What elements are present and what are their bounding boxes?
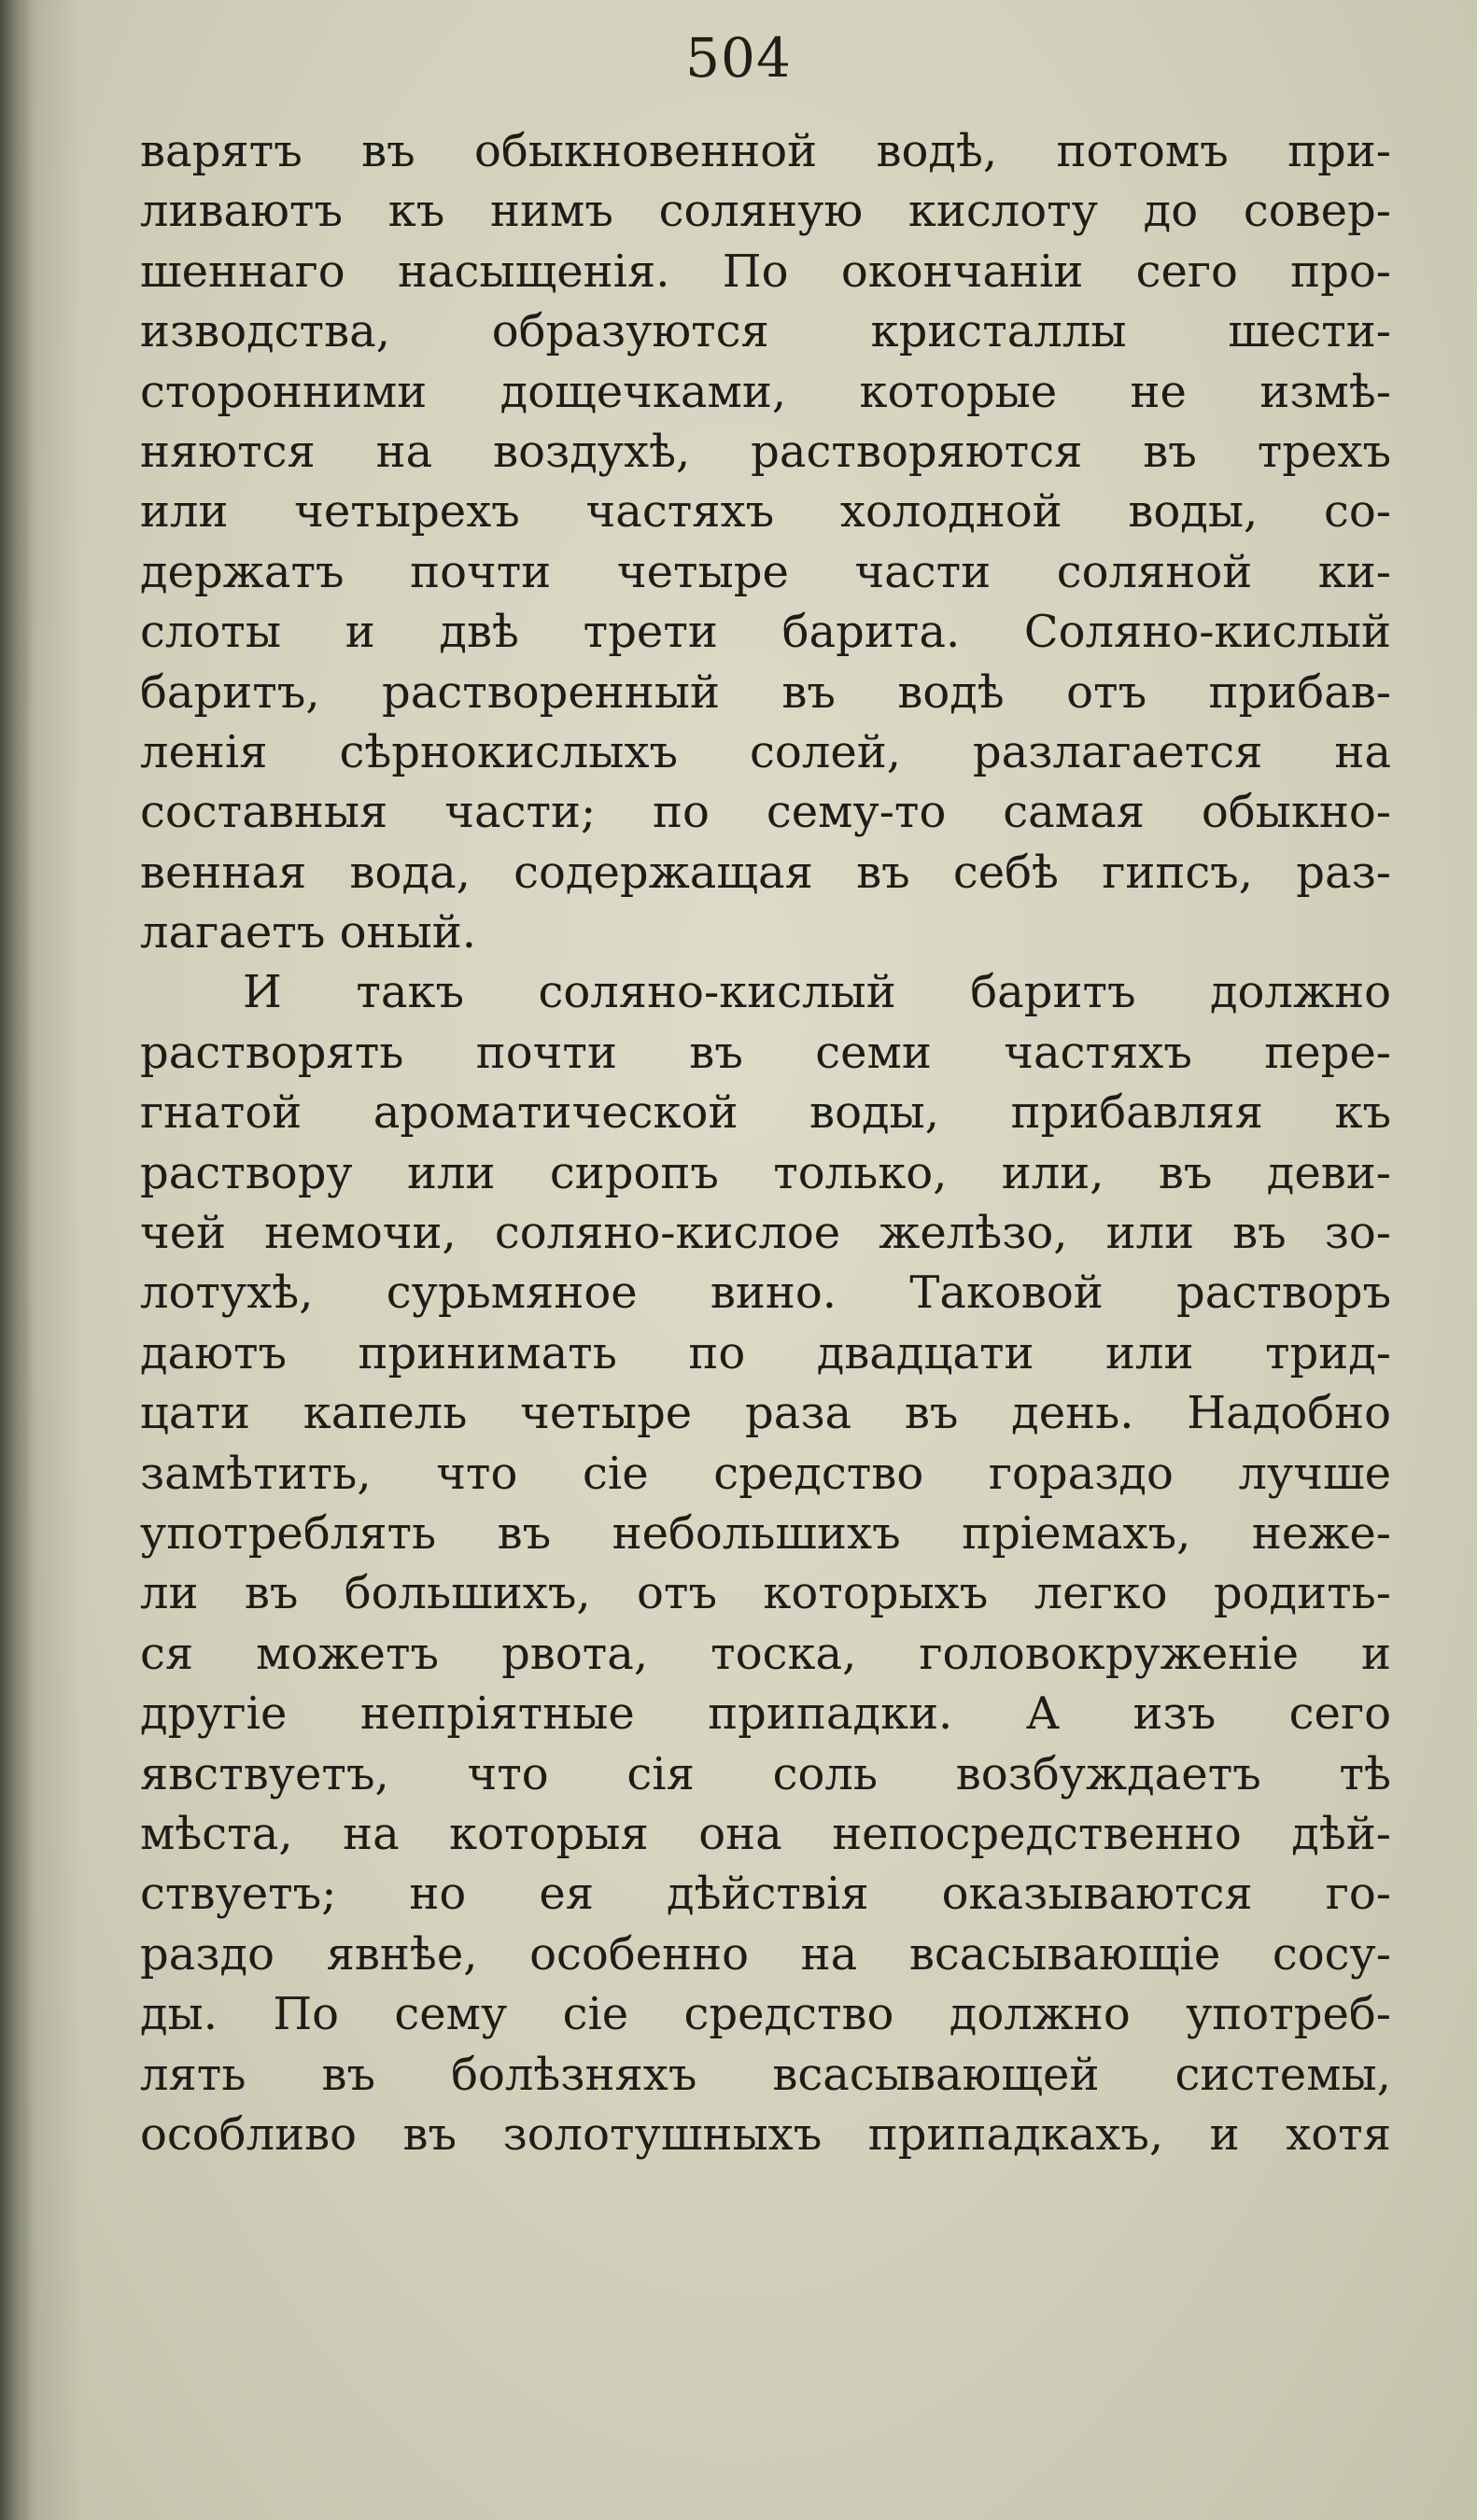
page-number: 504: [685, 26, 792, 90]
text-line: баритъ, растворенный въ водѣ отъ прибав-: [140, 665, 1391, 719]
text-line: няются на воздухѣ, растворяются въ трехъ: [140, 425, 1391, 478]
text-line: ли въ большихъ, отъ которыхъ легко родить-: [140, 1567, 1391, 1620]
text-line: ливаютъ къ нимъ соляную кислоту до совер-: [140, 185, 1391, 238]
text-line: другіе непріятные припадки. А изъ сего: [140, 1687, 1391, 1741]
text-line: ды. По сему сіе средство должно употреб-: [140, 1988, 1391, 2041]
text-line: венная вода, содержащая въ себѣ гипсъ, раз-: [140, 846, 1391, 899]
text-line: раздо явнѣе, особенно на всасывающіе сосу-: [140, 1927, 1391, 1981]
text-line: слоты и двѣ трети барита. Соляно-кислый: [140, 606, 1391, 659]
text-line: явствуетъ, что сія соль возбуждаетъ тѣ: [140, 1747, 1391, 1800]
text-line: особливо въ золотушныхъ припадкахъ, и хотя: [140, 2107, 1391, 2161]
text-line: варятъ въ обыкновенной водѣ, потомъ при-: [140, 125, 1391, 177]
text-line: шеннаго насыщенія. По окончаніи сего про-: [140, 245, 1391, 298]
text-line: раствору или сиропъ только, или, въ деви-: [140, 1146, 1391, 1199]
text-line: цати капель четыре раза въ день. Надобно: [140, 1387, 1391, 1440]
text-line: И такъ соляно-кислый баритъ должно: [243, 966, 1391, 1019]
text-line: ся можетъ рвота, тоска, головокруженіе и: [140, 1627, 1391, 1680]
text-line: лагаетъ оный.: [140, 906, 476, 959]
text-line: употреблять въ небольшихъ пріемахъ, неже-: [140, 1506, 1391, 1560]
body-text: [140, 121, 1391, 2164]
text-line: чей немочи, соляно-кислое желѣзо, или въ зо-: [140, 1207, 1391, 1260]
text-line: ленія сѣрнокислыхъ солей, разлагается на: [140, 725, 1391, 778]
text-line: даютъ принимать по двадцати или трид-: [140, 1326, 1391, 1379]
text-line: лотухѣ, сурьмяное вино. Таковой растворъ: [140, 1267, 1391, 1320]
text-line: гнатой ароматической воды, прибавляя къ: [140, 1086, 1391, 1140]
text-line: растворять почти въ семи частяхъ пере-: [140, 1026, 1391, 1079]
text-line: ствуетъ; но ея дѣйствія оказываются го-: [140, 1868, 1391, 1921]
text-line: мѣста, на которыя она непосредственно дѣй-: [140, 1807, 1391, 1860]
text-line: сторонними дощечками, которые не измѣ-: [140, 365, 1391, 418]
book-spine-shadow: [0, 0, 32, 2520]
text-line: составныя части; по сему-то самая обыкно-: [140, 786, 1391, 839]
text-line: держатъ почти четыре части соляной ки-: [140, 545, 1391, 598]
text-line: замѣтить, что сіе средство гораздо лучше: [140, 1447, 1391, 1500]
text-line: или четырехъ частяхъ холодной воды, со-: [140, 485, 1391, 539]
text-line: изводства, образуются кристаллы шести-: [140, 305, 1391, 358]
text-line: лять въ болѣзняхъ всасывающей системы,: [140, 2048, 1391, 2101]
